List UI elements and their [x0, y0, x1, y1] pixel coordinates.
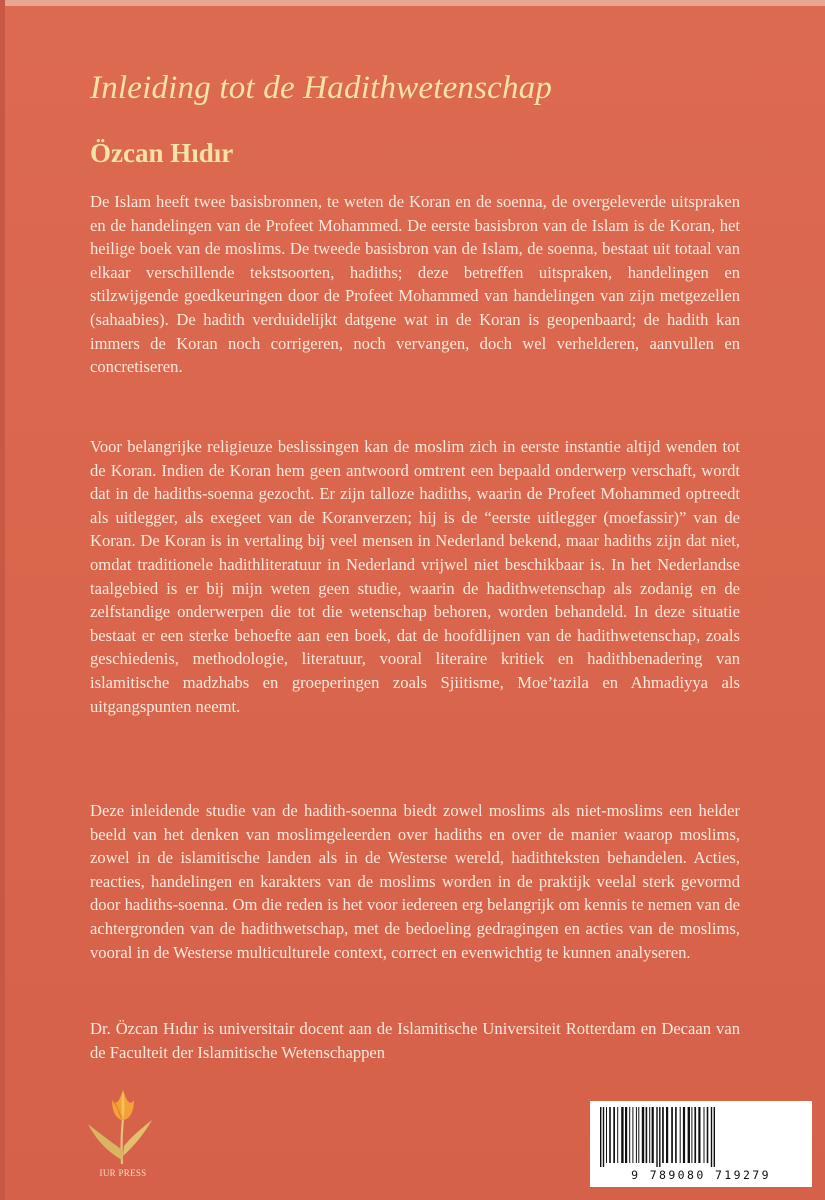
isbn-barcode: [590, 1101, 812, 1187]
barcode-bar: [603, 1107, 604, 1167]
barcode-bar: [642, 1107, 644, 1163]
barcode-bar: [691, 1107, 692, 1163]
barcode-bar: [621, 1107, 623, 1163]
barcode-bar: [600, 1107, 601, 1167]
barcode-bar: [671, 1107, 673, 1163]
barcode-bar: [680, 1107, 681, 1163]
barcode-bar: [683, 1107, 685, 1163]
barcode-bar: [711, 1107, 712, 1167]
barcode-bar: [613, 1107, 615, 1163]
blurb-paragraph-1: De Islam heeft twee basisbronnen, te weten de Koran en de soenna, de overgeleverde uitspraken en de handelingen van de Profeet Mohammed. De eerste basisbron van de Islam is de Koran, het heilige boek van de moslims. De tweede basisbron van de Islam, de soenna, bestaat uit totaal van elkaar verschillende tekstsoorten, hadiths; deze betreffen uitspraken, handelingen en stilzwijgende goedkeuringen door de Profeet Mohammed van handelingen van zijn metgezellen (sahaabies). De hadith verduidelijkt datgene wat in de Koran is geopenbaard; de hadith kan immers de Koran noch corrigeren, noch vervangen, doch wel verhelderen, aanvullen en concretiseren.: [90, 192, 740, 377]
barcode-bar: [638, 1107, 639, 1163]
barcode-bar: [659, 1107, 660, 1167]
barcode-bar: [707, 1107, 709, 1163]
barcode-bar: [646, 1107, 648, 1163]
barcode-bar: [704, 1107, 705, 1163]
barcode-bars: [598, 1107, 804, 1167]
publisher-name: IUR PRESS: [99, 1168, 147, 1178]
barcode-bar: [698, 1107, 700, 1163]
blurb-paragraph-3: Deze inleidende studie van de hadith-soenna biedt zowel moslims als niet-moslims een helder beeld van het denken van moslimgeleerden over hadiths en over de manier waarop moslims, zowel in de islamitische landen als in de Westerse wereld, hadithteksten behandelen. Acties, reacties, handelingen en karakters van de moslims worden in de praktijk veelal sterk gevormd door hadiths-soenna. Om die reden is het voor iedereen erg belangrijk om kennis te nemen van de achtergronden van de hadithwetschap, met de bedoeling gedragingen en acties van de moslims, vooral in de Westerse multiculturele context, correct en evenwichtig te kunnen analyseren.: [90, 801, 740, 962]
barcode-bar: [632, 1107, 633, 1163]
barcode-bar: [666, 1107, 668, 1163]
barcode-bar: [625, 1107, 627, 1163]
barcode-bar: [656, 1107, 657, 1167]
barcode-bar: [694, 1107, 696, 1163]
barcode-bar: [629, 1107, 630, 1163]
book-title: Inleiding tot de Hadithwetenschap: [90, 70, 553, 106]
barcode-bar: [649, 1107, 650, 1163]
barcode-bar: [714, 1107, 715, 1167]
barcode-number: 9 789080 719279: [631, 1168, 771, 1182]
barcode-bar: [606, 1107, 607, 1163]
barcode-bar: [609, 1107, 611, 1163]
cover-top-edge: [0, 0, 825, 6]
author-bio: Dr. Özcan Hıdır is universitair docent aan de Islamitische Universiteit Rotterdam en Decaan van de Faculteit der Islamitische Wetenschappen: [90, 1019, 740, 1062]
barcode-bar: [688, 1107, 690, 1163]
barcode-bar: [675, 1107, 677, 1163]
blurb-paragraph-2: Voor belangrijke religieuze beslissingen kan de moslim zich in eerste instantie altijd wenden tot de Koran. Indien de Koran hem geen antwoord omtrent een bepaald onderwerp verschaft, wordt dat in de hadiths-soenna gezocht. Er zijn talloze hadiths, waarin de Profeet Mohammed optreedt als uitlegger, als exegeet van de Koranverzen; hij is de “eerste uitlegger (moefassir)” van de Koran. De Koran is in vertaling bij veel mensen in Nederland bekend, maar hadiths zijn dat niet, omdat traditionele hadithliteratuur in Nederland vrijwel niet beschikbaar is. In het Nederlandse taalgebied is er bij mijn weten geen studie, waarin de hadithwetenschap als zodanig en de zelfstandige onderwerpen die tot die wetenschap behoren, worden behandeld. In deze situatie bestaat er een sterke behoefte aan een boek, dat de hoofdlijnen van de hadithwetenschap, zoals geschiedenis, methodologie, literatuur, vooral literaire kritiek en hadithbenadering van islamitische madzhabs en groeperingen zoals Sjiitisme, Moe’tazila en Ahmadiyya als uitgangspunten neemt.: [90, 437, 740, 716]
book-author: Özcan Hıdır: [90, 138, 234, 168]
barcode-bar: [617, 1107, 618, 1163]
cover-left-edge: [0, 0, 5, 1200]
barcode-bar: [652, 1107, 654, 1163]
barcode-bar: [636, 1107, 637, 1163]
barcode-bar: [662, 1107, 664, 1163]
